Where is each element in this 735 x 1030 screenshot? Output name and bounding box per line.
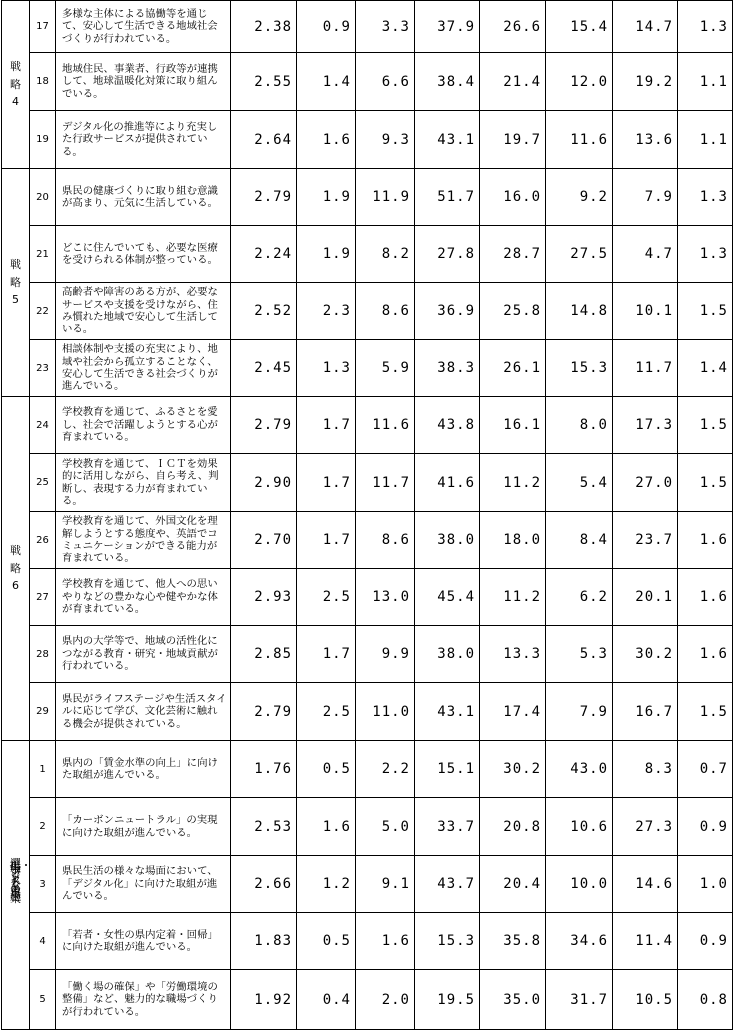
average-score-cell: 2.53 [231,798,297,856]
percentage-cell: 0.9 [678,913,733,970]
item-number: 22 [30,283,56,340]
percentage-cell: 1.0 [678,856,733,913]
group-label: 選択・集中プロジェクトなどの重点施策 [9,856,32,905]
item-description-cell [56,798,231,856]
item-number: 18 [30,53,56,111]
percentage-cell: 13.6 [613,111,678,169]
percentage-cell: 2.3 [297,283,356,340]
percentage-cell: 1.4 [297,53,356,111]
item-description: 多様な主体による協働等を通じて、安心して生活できる地域社会づくりが行われている。 [62,7,218,45]
table-row [2,626,733,683]
percentage-cell: 10.6 [546,798,613,856]
percentage-cell: 1.6 [356,913,415,970]
average-score-cell: 2.79 [231,683,297,741]
percentage-cell: 0.5 [297,913,356,970]
percentage-cell: 13.0 [356,569,415,626]
item-description: 県民生活の様々な場面において、「デジタル化」に向けた取組が進んでいる。 [62,865,218,903]
item-description-cell [56,512,231,569]
item-description-cell [56,913,231,970]
percentage-cell: 17.4 [480,683,546,741]
percentage-cell: 43.1 [415,683,480,741]
percentage-cell: 9.9 [356,626,415,683]
item-description: 学校教育を通じて、他人への思いやりなどの豊かな心や健やかな体が育まれている。 [62,578,218,616]
percentage-cell: 1.7 [297,397,356,454]
item-number: 21 [30,226,56,283]
table-row [2,226,733,283]
percentage-cell: 10.1 [613,283,678,340]
group-label: 戦略5 [10,258,21,307]
item-description: 学校教育を通じて、外国文化を理解しようとする態度や、英語でコミュニケーションができる能力が育まれている。 [62,515,218,565]
percentage-cell: 51.7 [415,169,480,226]
item-description-cell [56,970,231,1030]
table-row [2,397,733,454]
percentage-cell: 6.6 [356,53,415,111]
percentage-cell: 19.5 [415,970,480,1030]
percentage-cell: 43.1 [415,111,480,169]
percentage-cell: 1.6 [297,111,356,169]
table-row [2,340,733,397]
table-row [2,741,733,798]
percentage-cell: 11.7 [613,340,678,397]
percentage-cell: 1.2 [297,856,356,913]
percentage-cell: 35.8 [480,913,546,970]
percentage-cell: 33.7 [415,798,480,856]
percentage-cell: 27.3 [613,798,678,856]
percentage-cell: 19.2 [613,53,678,111]
percentage-cell: 1.5 [678,283,733,340]
table-row [2,913,733,970]
percentage-cell: 14.7 [613,1,678,53]
table-row [2,454,733,512]
percentage-cell: 43.0 [546,741,613,798]
percentage-cell: 15.1 [415,741,480,798]
percentage-cell: 12.0 [546,53,613,111]
item-description: どこに住んでいても、必要な医療を受けられる体制が整っている。 [62,241,218,266]
percentage-cell: 30.2 [480,741,546,798]
percentage-cell: 20.1 [613,569,678,626]
table-row [2,111,733,169]
item-description: 県内の「賃金水準の向上」に向けた取組が進んでいる。 [62,756,218,781]
item-description-cell [56,626,231,683]
percentage-cell: 30.2 [613,626,678,683]
average-score-cell: 2.90 [231,454,297,512]
percentage-cell: 26.6 [480,1,546,53]
item-number: 3 [30,856,56,913]
average-score-cell: 2.85 [231,626,297,683]
item-description: 県民がライフステージや生活スタイルに応じて学び、文化芸術に触れる機会が提供されている。 [62,692,227,730]
percentage-cell: 38.0 [415,512,480,569]
item-number: 2 [30,798,56,856]
percentage-cell: 16.1 [480,397,546,454]
item-description-cell [56,683,231,741]
percentage-cell: 36.9 [415,283,480,340]
percentage-cell: 9.2 [546,169,613,226]
percentage-cell: 2.2 [356,741,415,798]
percentage-cell: 17.3 [613,397,678,454]
percentage-cell: 26.1 [480,340,546,397]
item-description: 県民の健康づくりに取り組む意識が高まり、元気に生活している。 [62,184,218,209]
item-number: 4 [30,913,56,970]
percentage-cell: 10.5 [613,970,678,1030]
percentage-cell: 1.5 [678,683,733,741]
percentage-cell: 1.3 [678,1,733,53]
percentage-cell: 14.6 [613,856,678,913]
percentage-cell: 9.1 [356,856,415,913]
item-description-cell [56,226,231,283]
percentage-cell: 11.0 [356,683,415,741]
group-label-cell [2,741,30,1030]
item-number: 23 [30,340,56,397]
item-description: 高齢者や障害のある方が、必要なサービスや支援を受けながら、住み慣れた地域で安心して生活している。 [62,286,218,336]
table-row [2,970,733,1030]
percentage-cell: 1.1 [678,111,733,169]
table-row [2,798,733,856]
percentage-cell: 10.0 [546,856,613,913]
percentage-cell: 11.7 [356,454,415,512]
average-score-cell: 2.52 [231,283,297,340]
percentage-cell: 1.6 [678,626,733,683]
percentage-cell: 31.7 [546,970,613,1030]
percentage-cell: 18.0 [480,512,546,569]
percentage-cell: 7.9 [546,683,613,741]
item-description: 地域住民、事業者、行政等が連携して、地球温暖化対策に取り組んでいる。 [62,62,218,100]
percentage-cell: 8.0 [546,397,613,454]
percentage-cell: 38.0 [415,626,480,683]
item-number: 19 [30,111,56,169]
percentage-cell: 5.4 [546,454,613,512]
percentage-cell: 1.9 [297,226,356,283]
average-score-cell: 2.55 [231,53,297,111]
percentage-cell: 8.2 [356,226,415,283]
percentage-cell: 45.4 [415,569,480,626]
percentage-cell: 1.6 [678,569,733,626]
percentage-cell: 6.2 [546,569,613,626]
item-description-cell [56,169,231,226]
percentage-cell: 5.3 [546,626,613,683]
group-label: 戦略6 [10,544,21,593]
percentage-cell: 1.3 [678,169,733,226]
table-row [2,569,733,626]
percentage-cell: 1.7 [297,626,356,683]
item-description-cell [56,340,231,397]
item-number: 25 [30,454,56,512]
item-description-cell [56,1,231,53]
table-row [2,683,733,741]
item-description-cell [56,283,231,340]
item-number: 29 [30,683,56,741]
item-number: 27 [30,569,56,626]
percentage-cell: 4.7 [613,226,678,283]
percentage-cell: 1.6 [297,798,356,856]
percentage-cell: 8.3 [613,741,678,798]
item-number: 5 [30,970,56,1030]
percentage-cell: 1.6 [678,512,733,569]
percentage-cell: 0.9 [678,798,733,856]
percentage-cell: 0.5 [297,741,356,798]
group-label: 戦略4 [10,60,21,109]
percentage-cell: 5.0 [356,798,415,856]
percentage-cell: 15.3 [546,340,613,397]
percentage-cell: 16.0 [480,169,546,226]
percentage-cell: 38.4 [415,53,480,111]
percentage-cell: 0.8 [678,970,733,1030]
percentage-cell: 0.7 [678,741,733,798]
item-description: 学校教育を通じて、ＩＣＴを効果的に活用しながら、自ら考え、判断し、表現する力が育まれている。 [62,457,219,507]
percentage-cell: 1.3 [297,340,356,397]
percentage-cell: 0.4 [297,970,356,1030]
table-row [2,53,733,111]
percentage-cell: 11.2 [480,569,546,626]
table-row [2,169,733,226]
percentage-cell: 1.5 [678,454,733,512]
percentage-cell: 27.8 [415,226,480,283]
percentage-cell: 8.6 [356,283,415,340]
percentage-cell: 38.3 [415,340,480,397]
group-label-cell [2,1,30,169]
percentage-cell: 20.8 [480,798,546,856]
percentage-cell: 21.4 [480,53,546,111]
percentage-cell: 8.6 [356,512,415,569]
percentage-cell: 1.5 [678,397,733,454]
item-description: 「働く場の確保」や「労働環境の整備」など、魅力的な職場づくりが行われている。 [62,980,218,1018]
item-description-cell [56,397,231,454]
percentage-cell: 2.5 [297,683,356,741]
average-score-cell: 2.64 [231,111,297,169]
average-score-cell: 1.83 [231,913,297,970]
percentage-cell: 35.0 [480,970,546,1030]
item-description: 「カーボンニュートラル」の実現に向けた取組が進んでいる。 [62,814,218,839]
item-number: 28 [30,626,56,683]
percentage-cell: 19.7 [480,111,546,169]
percentage-cell: 1.7 [297,512,356,569]
percentage-cell: 9.3 [356,111,415,169]
percentage-cell: 23.7 [613,512,678,569]
percentage-cell: 25.8 [480,283,546,340]
percentage-cell: 1.9 [297,169,356,226]
item-description-cell [56,53,231,111]
average-score-cell: 2.38 [231,1,297,53]
table-row [2,1,733,53]
group-label-cell [2,397,30,741]
item-number: 24 [30,397,56,454]
average-score-cell: 2.70 [231,512,297,569]
percentage-cell: 20.4 [480,856,546,913]
item-description-cell [56,454,231,512]
item-description-cell [56,741,231,798]
percentage-cell: 16.7 [613,683,678,741]
table-row [2,856,733,913]
percentage-cell: 11.6 [546,111,613,169]
percentage-cell: 2.0 [356,970,415,1030]
percentage-cell: 1.4 [678,340,733,397]
item-description: 相談体制や支援の充実により、地域や社会から孤立することなく、安心して生活できる社会づくりが進んでいる。 [62,343,218,393]
item-description-cell [56,569,231,626]
percentage-cell: 2.5 [297,569,356,626]
percentage-cell: 41.6 [415,454,480,512]
average-score-cell: 2.45 [231,340,297,397]
percentage-cell: 5.9 [356,340,415,397]
percentage-cell: 13.3 [480,626,546,683]
item-description-cell [56,111,231,169]
percentage-cell: 37.9 [415,1,480,53]
table-body [2,1,733,1030]
percentage-cell: 8.4 [546,512,613,569]
percentage-cell: 11.4 [613,913,678,970]
percentage-cell: 1.3 [678,226,733,283]
survey-results-table [1,0,733,1030]
percentage-cell: 43.7 [415,856,480,913]
table-row [2,283,733,340]
percentage-cell: 11.2 [480,454,546,512]
item-number: 1 [30,741,56,798]
percentage-cell: 34.6 [546,913,613,970]
item-number: 26 [30,512,56,569]
percentage-cell: 7.9 [613,169,678,226]
percentage-cell: 1.1 [678,53,733,111]
average-score-cell: 2.93 [231,569,297,626]
average-score-cell: 1.92 [231,970,297,1030]
item-number: 20 [30,169,56,226]
percentage-cell: 0.9 [297,1,356,53]
percentage-cell: 43.8 [415,397,480,454]
percentage-cell: 15.3 [415,913,480,970]
item-description: 学校教育を通じて、ふるさとを愛し、社会で活躍しようとする心が育まれている。 [62,406,218,444]
item-description: 「若者・女性の県内定着・回帰」に向けた取組が進んでいる。 [62,928,218,953]
group-label-cell [2,169,30,397]
item-description-cell [56,856,231,913]
percentage-cell: 27.0 [613,454,678,512]
percentage-cell: 28.7 [480,226,546,283]
percentage-cell: 27.5 [546,226,613,283]
average-score-cell: 2.66 [231,856,297,913]
percentage-cell: 1.7 [297,454,356,512]
percentage-cell: 3.3 [356,1,415,53]
item-description: デジタル化の推進等により充実した行政サービスが提供されている。 [62,120,218,158]
average-score-cell: 1.76 [231,741,297,798]
percentage-cell: 11.9 [356,169,415,226]
table-row [2,512,733,569]
item-description: 県内の大学等で、地域の活性化につながる教育・研究・地域貢献が行われている。 [62,635,218,673]
average-score-cell: 2.79 [231,397,297,454]
percentage-cell: 14.8 [546,283,613,340]
average-score-cell: 2.79 [231,169,297,226]
average-score-cell: 2.24 [231,226,297,283]
percentage-cell: 15.4 [546,1,613,53]
item-number: 17 [30,1,56,53]
percentage-cell: 11.6 [356,397,415,454]
